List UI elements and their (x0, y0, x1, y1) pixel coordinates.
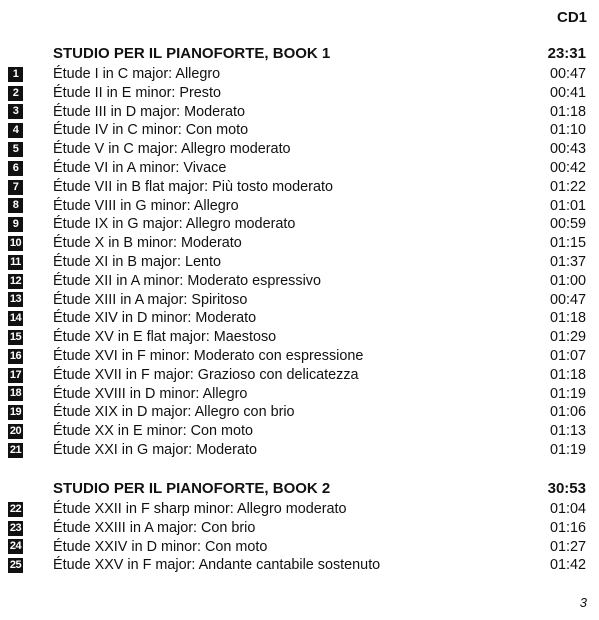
track-title: Étude XIX in D major: Allegro con brio (53, 404, 295, 421)
track-duration: 01:37 (549, 253, 586, 270)
track-number-badge: 17 (9, 368, 22, 381)
track-duration: 01:01 (549, 197, 586, 214)
track-row (8, 403, 586, 422)
track-row (8, 291, 586, 310)
track-duration: 01:29 (549, 329, 586, 346)
section-total-time: 30:53 (547, 480, 586, 497)
track-number-badge: 24 (9, 540, 22, 553)
track-duration: 00:47 (549, 291, 586, 308)
track-row (8, 121, 586, 140)
section-header (8, 480, 586, 500)
track-number-badge: 1 (8, 67, 23, 82)
track-title: Étude XXIII in A major: Con brio (53, 519, 256, 536)
track-number-badge: 20 (9, 425, 22, 438)
section-title: STUDIO PER IL PIANOFORTE, BOOK 2 (53, 480, 331, 497)
page-number: 3 (579, 595, 587, 610)
track-row (8, 328, 586, 347)
track-duration: 01:18 (549, 103, 586, 120)
track-duration: 01:19 (549, 441, 586, 458)
section-header (8, 45, 586, 65)
track-number-badge: 14 (9, 312, 22, 325)
section-book-1 (8, 45, 586, 460)
track-number-badge: 8 (8, 198, 23, 213)
track-number-badge: 5 (8, 142, 23, 157)
track-row (8, 159, 586, 178)
track-duration: 00:42 (549, 159, 586, 176)
track-row (8, 556, 586, 575)
track-row (8, 140, 586, 159)
track-title: Étude VII in B flat major: Più tosto moderato (53, 178, 333, 195)
track-row (8, 253, 586, 272)
track-number-badge: 22 (9, 502, 22, 515)
track-title: Étude XI in B major: Lento (53, 253, 221, 270)
track-number-badge: 9 (8, 217, 23, 232)
track-title: Étude I in C major: Allegro (53, 66, 221, 82)
track-title: Étude XX in E minor: Con moto (53, 423, 253, 440)
track-title: Étude XXV in F major: Andante cantabile sostenuto (53, 557, 381, 574)
track-row (8, 272, 586, 291)
track-duration: 01:13 (549, 423, 586, 440)
track-number-badge: 19 (9, 406, 22, 419)
track-row (8, 422, 586, 441)
track-duration: 01:27 (549, 538, 586, 555)
track-number-badge: 4 (8, 123, 23, 138)
track-title: Étude IV in C minor: Con moto (53, 122, 249, 139)
track-duration: 01:22 (549, 178, 586, 195)
track-number-badge: 15 (9, 331, 22, 344)
track-title: Étude VI in A minor: Vivace (53, 159, 227, 176)
section-title: STUDIO PER IL PIANOFORTE, BOOK 1 (53, 45, 331, 62)
track-duration: 01:42 (549, 557, 586, 574)
track-duration: 01:16 (549, 519, 586, 536)
track-duration: 01:00 (549, 272, 586, 289)
track-row (8, 197, 586, 216)
track-row (8, 65, 586, 84)
track-row (8, 366, 586, 385)
track-row (8, 84, 586, 103)
section-book-2 (8, 480, 586, 575)
track-number-badge: 12 (9, 274, 22, 287)
track-title: Étude XXII in F sharp minor: Allegro moderato (53, 501, 347, 517)
track-title: Étude III in D major: Moderato (53, 103, 245, 120)
track-duration: 00:59 (549, 216, 586, 233)
track-title: Étude XXIV in D minor: Con moto (53, 538, 268, 555)
track-row (8, 538, 586, 557)
track-duration: 00:43 (549, 141, 586, 158)
track-title: Étude XVI in F minor: Moderato con espressione (53, 347, 364, 364)
track-number-badge: 25 (9, 559, 22, 572)
track-duration: 01:18 (549, 310, 586, 327)
track-duration: 01:06 (549, 404, 586, 421)
track-title: Étude XVIII in D minor: Allegro (53, 385, 248, 402)
track-list (8, 500, 586, 575)
track-number-badge: 7 (8, 180, 23, 195)
track-duration: 01:04 (549, 501, 586, 517)
track-row (8, 103, 586, 122)
track-row (8, 309, 586, 328)
track-row (8, 500, 586, 519)
track-list (8, 65, 586, 460)
track-row (8, 234, 586, 253)
track-number-badge: 10 (9, 237, 22, 250)
track-number-badge: 21 (9, 443, 22, 456)
track-duration: 00:41 (549, 84, 586, 101)
track-row (8, 215, 586, 234)
track-duration: 01:18 (549, 366, 586, 383)
section-total-time: 23:31 (547, 45, 586, 62)
track-number-badge: 2 (8, 86, 23, 101)
track-duration: 01:10 (549, 122, 586, 139)
track-number-badge: 11 (8, 255, 23, 270)
track-title: Étude IX in G major: Allegro moderato (53, 216, 296, 233)
track-duration: 01:15 (549, 235, 586, 252)
track-title: Étude X in B minor: Moderato (53, 235, 242, 252)
track-row (8, 385, 586, 404)
track-number-badge: 18 (9, 387, 22, 400)
track-title: Étude II in E minor: Presto (53, 84, 221, 101)
track-title: Étude VIII in G minor: Allegro (53, 197, 239, 214)
track-title: Étude XIII in A major: Spiritoso (53, 291, 248, 308)
track-row (8, 178, 586, 197)
track-title: Étude XII in A minor: Moderato espressivo (53, 272, 321, 289)
track-duration: 01:07 (549, 347, 586, 364)
track-title: Étude XV in E flat major: Maestoso (53, 329, 277, 346)
track-number-badge: 6 (8, 161, 23, 176)
track-title: Étude XXI in G major: Moderato (53, 441, 257, 458)
track-number-badge: 16 (9, 349, 22, 362)
track-row (8, 519, 586, 538)
track-title: Étude XVII in F major: Grazioso con delicatezza (53, 366, 359, 383)
track-number-badge: 3 (8, 104, 23, 119)
cd-label: CD1 (556, 9, 587, 26)
track-duration: 00:47 (549, 66, 586, 82)
track-number-badge: 13 (9, 293, 22, 306)
track-title: Étude XIV in D minor: Moderato (53, 310, 257, 327)
track-row (8, 347, 586, 366)
track-number-badge: 23 (9, 521, 22, 534)
track-row (8, 441, 586, 460)
track-duration: 01:19 (549, 385, 586, 402)
track-title: Étude V in C major: Allegro moderato (53, 141, 291, 158)
